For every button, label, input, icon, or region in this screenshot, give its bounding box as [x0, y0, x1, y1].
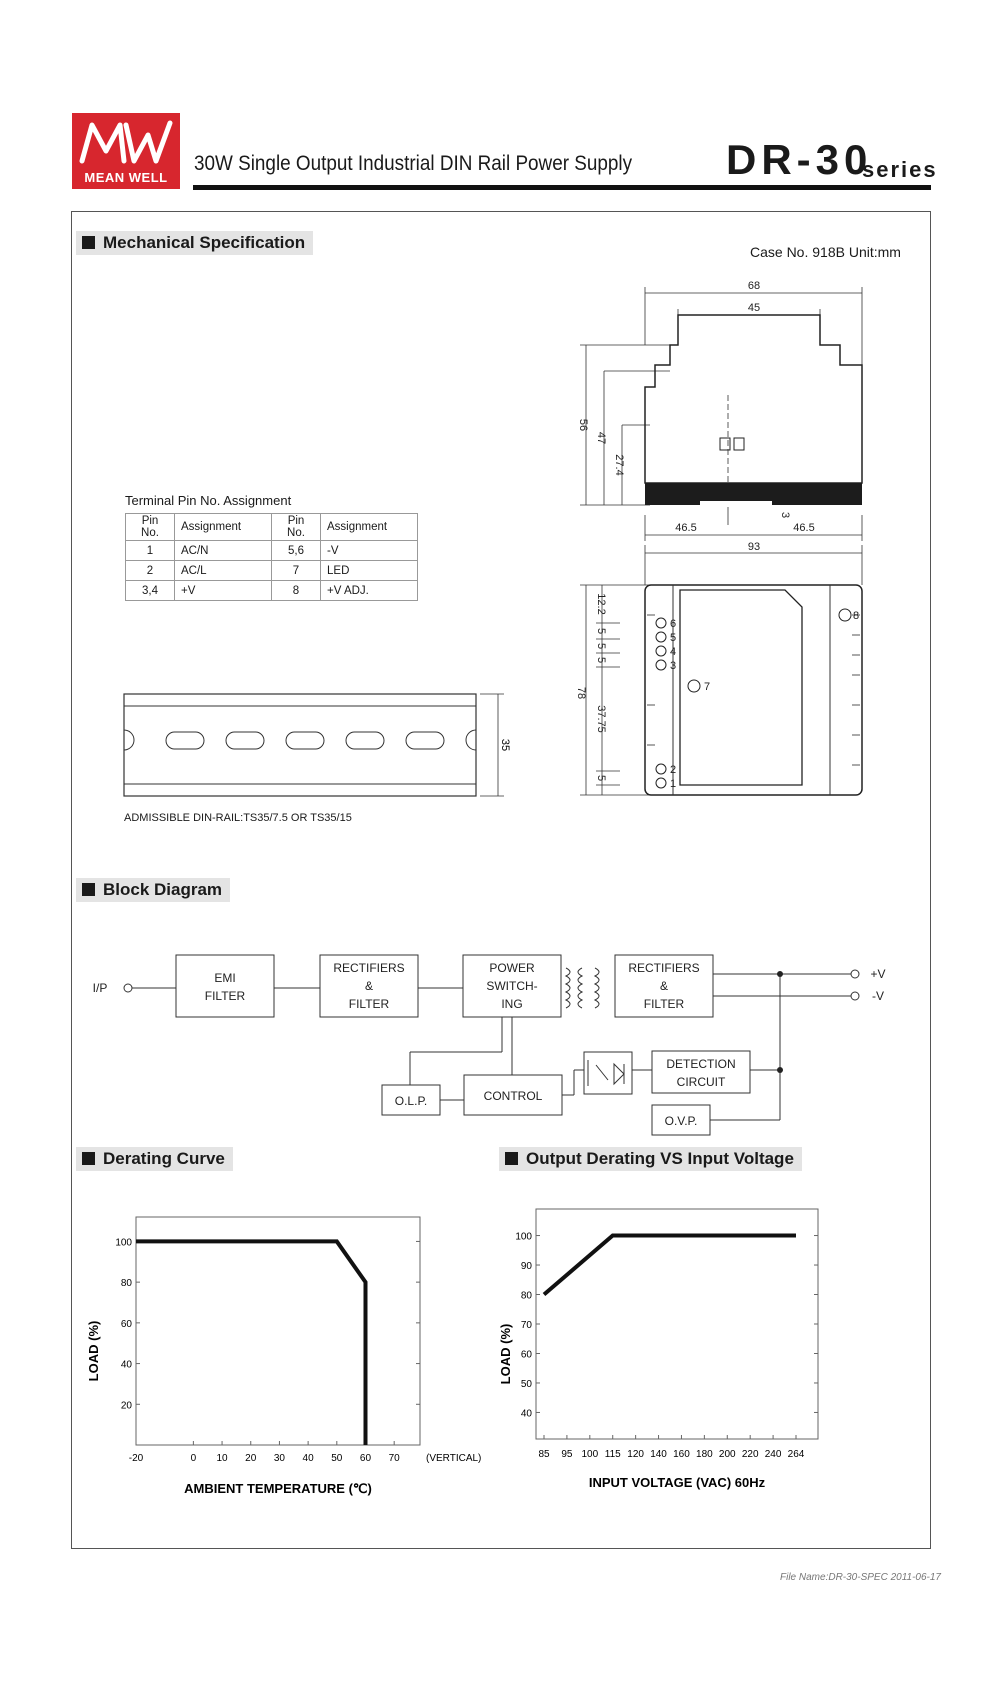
y-axis-label: LOAD (%) — [86, 1320, 101, 1382]
rail-height-dim: 35 — [499, 738, 511, 752]
table-cell: 1 — [126, 541, 175, 561]
derating-curve-chart — [80, 1195, 500, 1525]
section-mechanical — [76, 231, 313, 255]
detection-circuit-block: DETECTION — [666, 1057, 736, 1071]
rectifier-block-2: & — [659, 979, 669, 993]
y-tick-label: 80 — [520, 1290, 532, 1302]
dim-pin-gap: 37.75 — [595, 705, 607, 733]
section-title: Output Derating VS Input Voltage — [526, 1149, 794, 1168]
table-cell: 2 — [126, 561, 175, 581]
table-header-row — [126, 514, 418, 541]
power-switching-block: SWITCH- — [486, 979, 538, 993]
control-block: CONTROL — [483, 1089, 543, 1103]
x-tick-label: 264 — [787, 1449, 805, 1460]
pin-mark: 6 — [670, 618, 677, 630]
input-label: I/P — [92, 981, 108, 995]
logo-text: MEAN WELL — [84, 170, 168, 185]
section-output-derating — [499, 1147, 802, 1171]
olp-block: O.L.P. — [394, 1094, 428, 1108]
y-tick-label: 60 — [520, 1349, 532, 1361]
table-cell: 8 — [272, 581, 321, 601]
x-axis-label: AMBIENT TEMPERATURE (℃) — [184, 1481, 372, 1496]
output-minus-label: -V — [872, 989, 884, 1003]
derating-line — [544, 1236, 796, 1295]
derating-line — [136, 1241, 365, 1445]
section-title: Derating Curve — [103, 1149, 225, 1168]
vertical-note: (VERTICAL) — [426, 1453, 482, 1464]
table-cell: AC/N — [175, 541, 272, 561]
dim-front-width: 93 — [747, 541, 761, 553]
pin-mark: 8 — [853, 610, 860, 622]
table-header: Pin No. — [126, 514, 175, 541]
x-tick-label: 140 — [650, 1449, 667, 1460]
rectifier-block-2: FILTER — [643, 997, 685, 1011]
dim-width-overall: 68 — [747, 280, 761, 292]
x-tick-label: 20 — [245, 1453, 257, 1464]
x-tick-label: 240 — [764, 1449, 782, 1460]
x-tick-label: 70 — [388, 1453, 400, 1464]
section-bullet-icon — [82, 1152, 95, 1165]
rectifier-block-1: RECTIFIERS — [333, 961, 405, 975]
pin-mark: 7 — [704, 681, 711, 693]
table-cell: 3,4 — [126, 581, 175, 601]
series-label: series — [862, 157, 938, 182]
dim-height-low: 27.4 — [613, 454, 625, 476]
power-switching-block: POWER — [489, 961, 535, 975]
y-tick-label: 100 — [115, 1237, 132, 1249]
x-tick-label: 160 — [673, 1449, 690, 1460]
pin-mark: 5 — [670, 632, 677, 644]
file-name-footer: File Name:DR-30-SPEC 2011-06-17 — [780, 1572, 941, 1583]
document-title: 30W Single Output Industrial DIN Rail Power Supply — [194, 152, 633, 175]
dim-clip: 3 — [779, 511, 791, 519]
dim-height-overall: 56 — [577, 418, 589, 432]
dim-width-top: 45 — [747, 302, 761, 314]
rectifier-block-1: & — [364, 979, 374, 993]
din-rail-drawing — [118, 688, 518, 800]
dim-height-mid: 47 — [595, 431, 607, 445]
x-tick-label: 120 — [627, 1449, 644, 1460]
x-tick-label: 10 — [216, 1453, 228, 1464]
plot-area — [136, 1217, 420, 1445]
table-row — [126, 581, 418, 601]
x-tick-label: 95 — [561, 1449, 573, 1460]
rectifier-block-1: FILTER — [348, 997, 390, 1011]
pin-mark: 4 — [670, 646, 677, 658]
x-tick-label: 100 — [581, 1449, 599, 1460]
x-tick-label: 180 — [696, 1449, 713, 1460]
ovp-block: O.V.P. — [664, 1114, 698, 1128]
emi-filter-block: FILTER — [204, 989, 246, 1003]
section-bullet-icon — [82, 883, 95, 896]
pin-mark: 2 — [670, 764, 677, 776]
section-bullet-icon — [82, 236, 95, 249]
y-axis-label: LOAD (%) — [498, 1323, 513, 1385]
x-axis-label: INPUT VOLTAGE (VAC) 60Hz — [588, 1475, 766, 1490]
emi-filter-block: EMI — [214, 971, 236, 985]
pin-mark: 1 — [670, 778, 677, 790]
table-cell: +V — [175, 581, 272, 601]
y-tick-label: 40 — [520, 1408, 532, 1420]
y-tick-label: 80 — [120, 1278, 132, 1290]
table-header: Assignment — [175, 514, 272, 541]
x-tick-label: 40 — [302, 1453, 314, 1464]
x-tick-label: 60 — [359, 1453, 372, 1464]
table-cell: AC/L — [175, 561, 272, 581]
section-title: Mechanical Specification — [103, 233, 306, 252]
y-tick-label: 70 — [520, 1320, 532, 1331]
section-block-diagram — [76, 878, 230, 902]
output-derating-chart — [500, 1195, 920, 1525]
x-tick-label: 50 — [331, 1453, 343, 1464]
table-cell: LED — [321, 561, 418, 581]
x-tick-label: 200 — [718, 1449, 736, 1460]
dim-half-right: 46.5 — [793, 522, 815, 534]
mean-well-logo — [72, 113, 180, 189]
section-bullet-icon — [505, 1152, 518, 1165]
x-tick-label: 85 — [538, 1449, 550, 1460]
x-tick-label: -20 — [128, 1453, 144, 1464]
table-header: Pin No. — [272, 514, 321, 541]
power-switching-block: ING — [501, 997, 523, 1011]
header-rule — [193, 185, 931, 190]
table-cell: 5,6 — [272, 541, 321, 561]
table-row — [126, 541, 418, 561]
dim-pin-pitch: 5 — [595, 656, 607, 664]
output-plus-label: +V — [870, 967, 886, 981]
dim-pin-pitch: 5 — [595, 642, 607, 650]
side-profile-drawing — [560, 275, 890, 555]
block-diagram — [90, 940, 890, 1140]
table-cell: 7 — [272, 561, 321, 581]
rectifier-block-2: RECTIFIERS — [628, 961, 700, 975]
section-derating — [76, 1147, 233, 1171]
table-row — [126, 561, 418, 581]
case-number: Case No. 918B Unit:mm — [750, 244, 901, 260]
table-cell: -V — [321, 541, 418, 561]
y-tick-label: 40 — [120, 1359, 132, 1371]
x-tick-label: 30 — [273, 1453, 285, 1464]
dim-front-height: 78 — [575, 686, 587, 700]
table-header: Assignment — [321, 514, 418, 541]
pin-table-title: Terminal Pin No. Assignment — [125, 493, 292, 508]
pin-table — [125, 513, 418, 601]
front-view-drawing — [560, 541, 890, 805]
plot-area — [536, 1209, 818, 1439]
x-tick-label: 115 — [604, 1449, 621, 1460]
y-tick-label: 50 — [520, 1378, 532, 1390]
dim-pin-offset: 12.2 — [595, 593, 607, 615]
dim-pin-pitch-bottom: 5 — [595, 774, 607, 782]
detection-circuit-block: CIRCUIT — [676, 1075, 726, 1089]
dim-pin-pitch: 5 — [595, 627, 607, 635]
section-title: Block Diagram — [103, 880, 223, 899]
y-tick-label: 20 — [120, 1400, 132, 1412]
pin-mark: 3 — [670, 660, 677, 672]
din-rail-note: ADMISSIBLE DIN-RAIL:TS35/7.5 OR TS35/15 — [124, 812, 352, 824]
x-tick-label: 0 — [190, 1453, 197, 1464]
model-name: DR-30 — [726, 136, 873, 183]
y-tick-label: 100 — [515, 1231, 532, 1243]
dim-half-left: 46.5 — [675, 522, 697, 534]
x-tick-label: 220 — [741, 1449, 759, 1460]
table-cell: +V ADJ. — [321, 581, 418, 601]
y-tick-label: 90 — [520, 1261, 532, 1273]
y-tick-label: 60 — [120, 1318, 132, 1330]
